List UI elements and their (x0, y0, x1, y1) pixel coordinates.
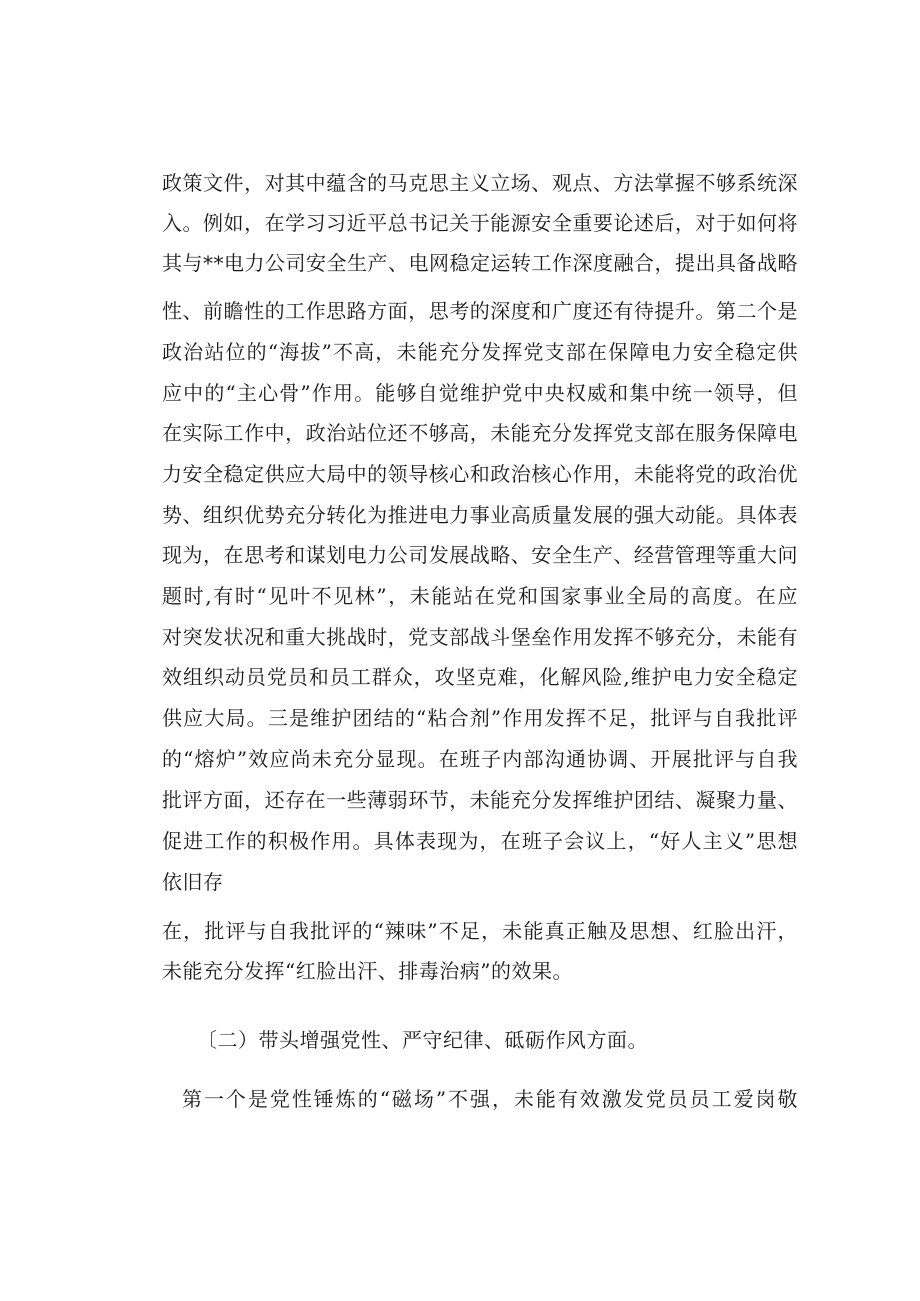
body-line: 依旧存 (162, 870, 224, 894)
body-line: 题时,有时“见叶不见林”，未能站在党和国家事业全局的高度。在应 (162, 584, 798, 608)
body-line: 第一个是党性锤炼的“磁场”不强，未能有效激发党员员工爱岗敬 (182, 1087, 798, 1111)
body-line: 性、前瞻性的工作思路方面，思考的深度和广度还有待提升。第二个是 (162, 299, 798, 323)
body-line: 对突发状况和重大挑战时，党支部战斗堡垒作用发挥不够充分，未能有 (162, 625, 798, 649)
body-line: 势、组织优势充分转化为推进电力事业高质量发展的强大动能。具体表 (162, 503, 798, 527)
body-line: 政策文件，对其中蕴含的马克思主义立场、观点、方法掌握不够系统深 (162, 171, 798, 195)
section-heading: 〔二）带头增强党性、严守纪律、砥砺作风方面。 (197, 1028, 648, 1052)
body-line: 未能充分发挥“红脸出汗、排毒治病”的效果。 (162, 959, 573, 983)
body-line: 应中的“主心骨”作用。能够自觉维护党中央权威和集中统一领导，但 (162, 381, 798, 405)
body-line: 在，批评与自我批评的“辣味”不足，未能真正触及思想、红脸出汗， (162, 919, 798, 943)
body-line: 现为，在思考和谋划电力公司发展战略、安全生产、经营管理等重大问 (162, 543, 798, 567)
body-line: 的“熔炉”效应尚未充分显现。在班子内部沟通协调、开展批评与自我 (162, 747, 798, 771)
body-line: 效组织动员党员和员工群众，攻坚克难，化解风险,维护电力安全稳定 (162, 665, 798, 689)
body-line: 力安全稳定供应大局中的领导核心和政治核心作用，未能将党的政治优 (162, 462, 798, 486)
body-line: 政治站位的“海拔”不高，未能充分发挥党支部在保障电力安全稳定供 (162, 340, 798, 364)
body-line: 促进工作的积极作用。具体表现为，在班子会议上，“好人主义”思想 (162, 829, 798, 853)
body-line: 批评方面，还存在一些薄弱环节，未能充分发挥维护团结、凝聚力量、 (162, 788, 798, 812)
body-line: 其与**电力公司安全生产、电网稳定运转工作深度融合，提出具备战略 (162, 251, 798, 275)
body-line: 入。例如，在学习习近平总书记关于能源安全重要论述后，对于如何将 (162, 211, 798, 235)
body-line: 在实际工作中，政治站位还不够高，未能充分发挥党支部在服务保障电 (162, 421, 798, 445)
body-line: 供应大局。三是维护团结的“粘合剂”作用发挥不足，批评与自我批评 (162, 706, 798, 730)
